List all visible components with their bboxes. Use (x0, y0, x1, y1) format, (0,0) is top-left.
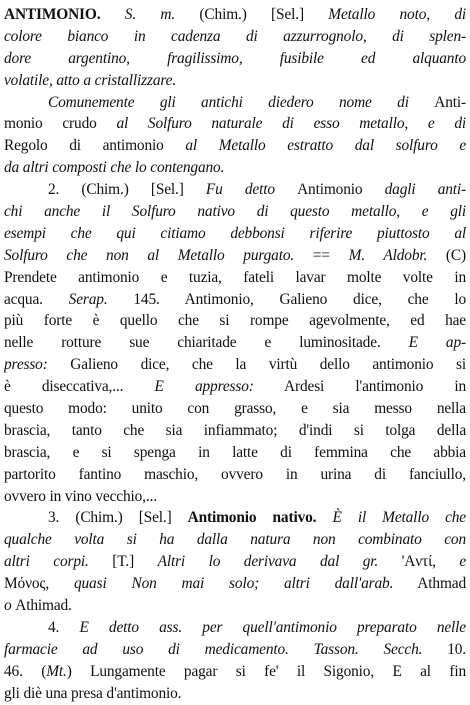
entry-line (4, 289, 466, 311)
text-run: 145. Antimonio, Galieno dice, che lo (107, 290, 466, 308)
entry-line (4, 595, 466, 617)
italic-text: e (459, 553, 466, 571)
text-run: (Chim.) [Sel.] (175, 6, 329, 23)
entry-line (4, 376, 466, 398)
entry-line (4, 179, 466, 201)
entry-line (4, 661, 466, 683)
italic-text: dore argentino, fragilissimo, fusibile ed alquanto (4, 49, 466, 67)
text-run: monio crudo (4, 115, 117, 133)
entry-line (4, 26, 466, 48)
text-run: acqua. (4, 290, 69, 308)
text-run: partorito fantino maschio, ovvero in urina di fanciullo, (4, 465, 466, 483)
italic-text: E ap- (408, 334, 466, 352)
entry-line (4, 639, 466, 661)
text-run: 4. (48, 618, 80, 636)
entry-line (4, 573, 466, 595)
entry-line (4, 529, 466, 551)
italic-text: S. m. (124, 6, 176, 23)
text-run: Regolo di antimonio (4, 137, 186, 155)
entry-line (4, 507, 466, 529)
italic-text: chi anche il Solfuro nativo di questo metallo, e gli (4, 203, 466, 221)
text-run: è diseccativa,... (4, 378, 155, 396)
entry-line (4, 201, 466, 223)
entry-line (4, 92, 466, 114)
italic-text: colore bianco in cadenza di azzurrognolo, di splen- (4, 27, 466, 45)
entry-line (4, 398, 466, 420)
text-run: ) Lungamente pagar si fe' il Sigonio, E al fin (66, 662, 466, 680)
italic-text: M. Aldobr. (348, 246, 428, 264)
text-run: Anti- (434, 93, 466, 111)
italic-text: Serap. (68, 290, 108, 308)
text-run: 3. (Chim.) [Sel.] (48, 509, 188, 527)
italic-text: Mt. (46, 662, 67, 680)
text-run: brascia, tanto che sia infiammato; d'indi si tolga della (4, 421, 466, 439)
italic-text: Comunemente gli antichi diedero nome di (48, 93, 435, 111)
italic-text: esempi che qui citiamo debbonsi riferire piuttosto al (4, 224, 466, 242)
text-run: == (312, 246, 349, 264)
entry-line (4, 135, 466, 157)
entry-line (4, 267, 466, 289)
text-run: 2. (Chim.) [Sel.] (48, 181, 206, 199)
text-run: ovvero in vino vecchio,... (4, 487, 157, 505)
italic-text: dagli anti- (384, 181, 466, 199)
entry-line (4, 617, 466, 639)
text-run: brascia, e si spenga in latte di femmina che abbia (4, 443, 466, 461)
italic-text: qualche volta si ha dalla natura non combinato con (4, 531, 466, 549)
italic-text: al Metallo estratto dal solfuro e (185, 137, 466, 155)
entry-line (4, 354, 466, 376)
italic-text: E appresso: (154, 378, 254, 396)
italic-text: al Solfuro naturale di esso metallo, e di (116, 115, 466, 133)
italic-text: Solfuro che non al Metallo purgato. (4, 246, 313, 264)
entry-line (4, 245, 466, 267)
italic-text: E detto ass. per quell'antimonio preparato nelle (79, 618, 466, 636)
text-run: (C) (427, 246, 466, 264)
text-run: questo modo: unito con grasso, e sia messo nella (4, 400, 466, 418)
text-run: Mόνος, (4, 575, 74, 593)
entry-line (4, 4, 466, 26)
entry-line (4, 551, 466, 573)
entry-line (4, 464, 466, 486)
entry-line (4, 223, 466, 245)
italic-text: presso: (4, 356, 48, 374)
entry-line (4, 310, 466, 332)
italic-text: o (4, 597, 16, 615)
entry-line (4, 442, 466, 464)
entry-line (4, 486, 466, 508)
text-run: Ardesi l'antimonio in (253, 378, 466, 396)
italic-text: Metallo noto, di (328, 6, 466, 23)
entry-line (4, 157, 466, 179)
italic-text: volatile, atto a cristallizzare. (4, 71, 177, 89)
dictionary-entry (4, 4, 466, 705)
text-run: nelle rotture sue chiaritade e luminositade. (4, 334, 409, 352)
italic-text: È il Metallo che (332, 509, 466, 527)
text-run: [T.] (88, 553, 158, 571)
text-run: Antimonio (297, 181, 385, 199)
headword: ANTIMONIO. (4, 6, 125, 23)
text-run: 46. ( (4, 662, 47, 680)
italic-text: Fu detto (205, 181, 298, 199)
text-run: Athmad (393, 575, 466, 593)
text-run: 'Aντί, (378, 553, 460, 571)
headword: Antimonio nativo. (187, 509, 333, 527)
text-run: Galieno dice, che la virtù dello antimonio si (47, 356, 466, 374)
italic-text: Altri lo derivava dal gr. (157, 553, 379, 571)
text-run: 10. (422, 640, 466, 658)
italic-text: altri corpi. (4, 553, 89, 571)
italic-text: farmacie ad uso di medicamento. Tasson. Secch. (4, 640, 423, 658)
entry-line (4, 420, 466, 442)
entry-line (4, 48, 466, 70)
italic-text: da altri composti che lo contengano. (4, 159, 225, 177)
entry-line (4, 70, 466, 92)
entry-line (4, 332, 466, 354)
entry-line (4, 113, 466, 135)
text-run: Prendete antimonio e tuzia, fateli lavar molte volte in (4, 268, 466, 286)
text-run: Athimad. (15, 597, 72, 615)
text-run: gli diè una presa d'antimonio. (4, 684, 182, 702)
text-run: più forte è quello che si rompe agevolmente, ed hae (4, 312, 466, 330)
italic-text: quasi Non mai solo; altri dall'arab. (73, 575, 394, 593)
